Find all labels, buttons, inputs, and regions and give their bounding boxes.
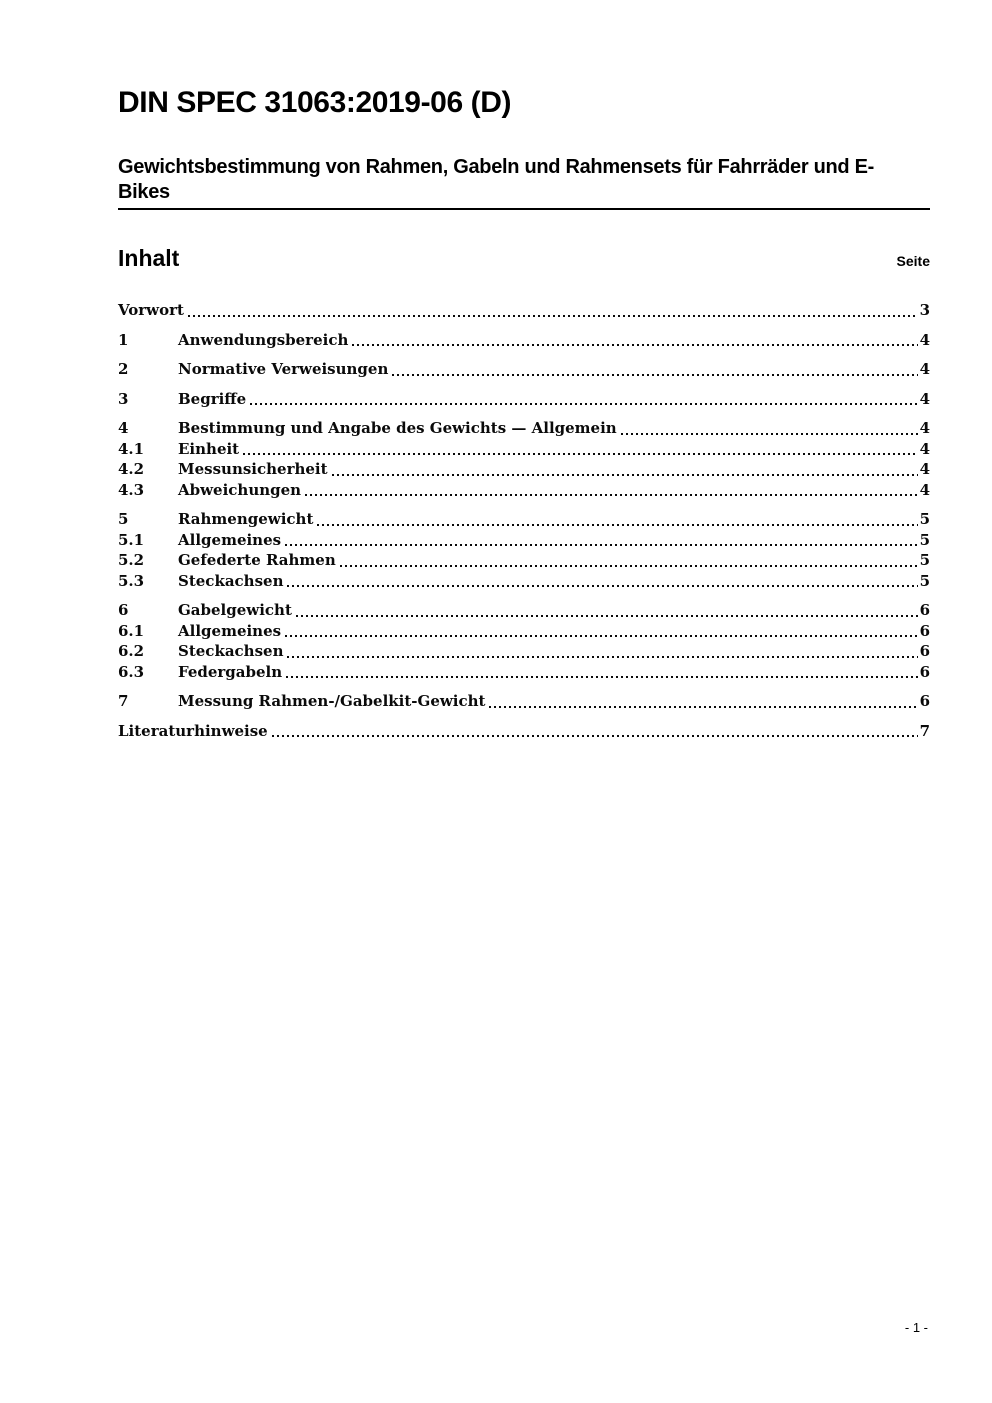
toc-dot-leader: [621, 433, 918, 435]
toc-entry-number: 5.3: [118, 571, 145, 590]
toc-entry[interactable]: [118, 721, 930, 742]
document-subtitle-line1: Gewichtsbestimmung von Rahmen, Gabeln und Rahmensets für Fahrräder und E-: [118, 156, 875, 178]
toc-entry-number: 4: [118, 419, 129, 437]
toc-entry-page: 6: [919, 642, 930, 660]
toc-dot-leader: [188, 315, 918, 317]
toc-dot-leader: [272, 735, 918, 737]
toc-entry-number: 5: [118, 510, 129, 528]
toc-entry-label: Allgemeines: [178, 530, 282, 549]
toc-entry-number: 5.1: [118, 530, 145, 549]
toc-dot-leader: [392, 374, 917, 376]
table-of-contents: [118, 300, 930, 741]
toc-entry-number: 2: [118, 360, 129, 378]
toc-entry-number: 7: [118, 692, 129, 710]
toc-dot-leader: [332, 474, 918, 476]
toc-entry[interactable]: [118, 480, 930, 501]
toc-entry-page: 4: [919, 419, 930, 437]
toc-entry-page: 6: [919, 621, 930, 640]
toc-entry-label: Steckachsen: [178, 642, 284, 660]
toc-entry-label: Abweichungen: [178, 480, 302, 499]
toc-entry-page: 5: [919, 551, 930, 569]
toc-entry-number: 6.1: [118, 621, 145, 640]
toc-group: [118, 300, 930, 321]
toc-entry[interactable]: [118, 641, 930, 662]
toc-group: [118, 359, 930, 380]
toc-entry-number: 3: [118, 389, 129, 408]
toc-dot-leader: [287, 656, 917, 658]
toc-dot-leader: [317, 524, 917, 526]
toc-dot-leader: [340, 565, 918, 567]
toc-entry[interactable]: [118, 571, 930, 592]
toc-dot-leader: [285, 635, 917, 637]
toc-entry-label: Normative Verweisungen: [178, 360, 389, 378]
toc-page-column-label: Seite: [896, 253, 930, 269]
toc-group: [118, 389, 930, 410]
toc-group: [118, 691, 930, 712]
toc-dot-leader: [489, 706, 917, 708]
page-number-footer: - 1 -: [904, 1320, 928, 1335]
toc-dot-leader: [305, 494, 917, 496]
toc-entry-number: 6.3: [118, 662, 145, 681]
toc-group: [118, 600, 930, 682]
toc-entry-number: 1: [118, 330, 129, 349]
toc-entry-label: Gabelgewicht: [178, 601, 292, 619]
document-title: DIN SPEC 31063:2019-06 (D): [118, 86, 512, 119]
toc-header: [118, 245, 930, 271]
toc-group: [118, 330, 930, 351]
toc-entry-number: 4.3: [118, 480, 145, 499]
toc-dot-leader: [243, 453, 917, 455]
toc-entry[interactable]: [118, 530, 930, 551]
toc-entry[interactable]: [118, 662, 930, 683]
toc-entry-label: Einheit: [178, 439, 240, 458]
toc-entry-label: Gefederte Rahmen: [178, 551, 336, 569]
toc-heading: Inhalt: [118, 245, 180, 271]
toc-entry[interactable]: [118, 550, 930, 571]
toc-dot-leader: [286, 676, 917, 678]
toc-entry-page: 5: [919, 571, 930, 590]
toc-entry[interactable]: [118, 389, 930, 410]
toc-entry-label: Bestimmung und Angabe des Gewichts — Allgemein: [178, 419, 617, 437]
toc-entry-label: Literaturhinweise: [118, 721, 268, 740]
toc-entry[interactable]: [118, 418, 930, 439]
toc-entry[interactable]: [118, 621, 930, 642]
toc-entry[interactable]: [118, 300, 930, 321]
toc-group: [118, 721, 930, 742]
toc-entry-label: Rahmengewicht: [178, 510, 314, 528]
toc-entry-page: 6: [919, 601, 930, 619]
toc-dot-leader: [250, 403, 917, 405]
toc-entry-page: 4: [919, 439, 930, 458]
toc-entry[interactable]: [118, 330, 930, 351]
toc-entry-page: 4: [919, 389, 930, 408]
toc-entry[interactable]: [118, 509, 930, 530]
toc-entry[interactable]: [118, 439, 930, 460]
toc-entry-label: Federgabeln: [178, 662, 283, 681]
toc-entry-page: 4: [919, 460, 930, 478]
toc-entry-page: 6: [919, 692, 930, 710]
toc-entry-page: 4: [919, 480, 930, 499]
toc-entry-page: 3: [919, 301, 930, 319]
toc-entry-label: Vorwort: [118, 301, 184, 319]
toc-entry-number: 4.1: [118, 439, 145, 458]
document-subtitle: [118, 155, 930, 205]
toc-dot-leader: [296, 615, 918, 617]
toc-group: [118, 509, 930, 591]
page-content: [118, 0, 930, 741]
toc-entry-label: Messung Rahmen-/Gabelkit-Gewicht: [178, 692, 486, 710]
toc-dot-leader: [285, 544, 917, 546]
toc-entry-number: 6.2: [118, 642, 145, 660]
toc-group: [118, 418, 930, 500]
toc-entry-page: 6: [919, 662, 930, 681]
document-subtitle-line2: Bikes: [118, 181, 170, 203]
toc-entry-label: Messunsicherheit: [178, 460, 328, 478]
toc-entry-page: 7: [919, 721, 930, 740]
toc-entry-number: 6: [118, 601, 129, 619]
toc-entry-label: Steckachsen: [178, 571, 284, 590]
toc-entry[interactable]: [118, 600, 930, 621]
toc-entry-label: Anwendungsbereich: [178, 330, 349, 349]
toc-dot-leader: [352, 344, 917, 346]
toc-entry-label: Allgemeines: [178, 621, 282, 640]
toc-entry[interactable]: [118, 691, 930, 712]
toc-entry[interactable]: [118, 359, 930, 380]
toc-entry-page: 5: [919, 510, 930, 528]
toc-entry[interactable]: [118, 459, 930, 480]
title-divider-rule: [118, 208, 930, 210]
toc-entry-label: Begriffe: [178, 389, 247, 408]
toc-entry-number: 5.2: [118, 551, 145, 569]
toc-dot-leader: [287, 585, 917, 587]
toc-entry-page: 4: [919, 330, 930, 349]
toc-entry-number: 4.2: [118, 460, 145, 478]
toc-entry-page: 4: [919, 360, 930, 378]
toc-entry-page: 5: [919, 530, 930, 549]
